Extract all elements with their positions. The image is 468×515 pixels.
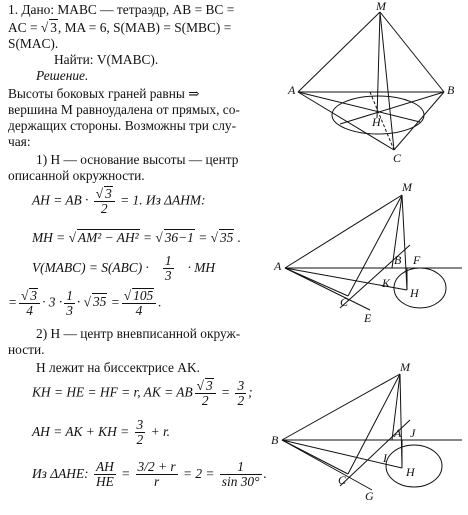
para-line-3: держащих стороны. Возможны три слу- <box>8 118 237 133</box>
label-c: C <box>340 295 349 309</box>
label-b: B <box>394 253 402 267</box>
para-line-1: Высоты боковых граней равны ⇒ <box>8 86 200 101</box>
label-f: F <box>413 253 421 267</box>
formula-ah: AH = AB · $\frac{√ 3}{2}$ = 1. Из ΔAHM: <box>32 186 206 217</box>
label-a: A <box>288 83 296 97</box>
figure-3-excircle <box>268 362 468 512</box>
para-line-2: вершина M равноудалена от прямых, со- <box>8 102 240 117</box>
line-mh <box>402 195 407 290</box>
para-line-4: чая: <box>8 134 31 149</box>
case1-line-1: 1) H — основание высоты — центр <box>36 152 239 167</box>
label-e: E <box>364 311 372 325</box>
formula-volume: V(MABC) = S(ABC) · $\frac{1}{3}$ · MH <box>32 253 216 284</box>
edge-mh <box>377 12 380 118</box>
label-a: A <box>274 259 282 273</box>
line-ae <box>285 268 370 310</box>
median-1 <box>298 92 420 122</box>
label-k: K <box>382 276 391 290</box>
bisector-line: H лежит на биссектрисе AK. <box>36 360 200 375</box>
formula-ahe: Из ΔAHE: $\frac{AH}{HE}$ = $\frac{3/2 + r}{r}$ = 2 = $\frac{1}{\sin 30^\circ}$ . <box>32 459 267 490</box>
formula-result: = $\frac{√ 3}{4}$ · 3 · $\frac{1}{3}$ · √ 35 = $\frac{√ 105}{4}$ . <box>8 287 162 319</box>
edge-mb <box>380 12 444 92</box>
edge-mc <box>380 12 394 150</box>
figure-2-excircle <box>272 178 467 328</box>
figure-1-tetrahedron <box>288 0 458 165</box>
line-ma <box>285 195 402 268</box>
label-m: M <box>400 360 410 374</box>
label-h: H <box>410 286 419 300</box>
label-b: B <box>271 433 279 447</box>
label-g: G <box>365 489 374 503</box>
excircle-2 <box>394 268 446 308</box>
case2-line-2: ности. <box>8 342 45 357</box>
label-m: M <box>402 180 412 194</box>
formula-kh: KH = HE = HF = r, AK = AB $\frac{√ 3}{2}$ = $\frac{3}{2}$ ; <box>32 377 253 409</box>
line-bg <box>282 440 372 490</box>
given-line-2: AC = √ 3, MA = 6, S(MAB) = S(MBC) = <box>8 20 232 35</box>
solution-heading: Решение. <box>36 68 89 83</box>
label-h: H <box>372 115 381 129</box>
label-h: H <box>406 465 415 479</box>
label-i: I <box>383 451 387 465</box>
label-b: B <box>447 83 455 97</box>
label-m: M <box>376 0 386 13</box>
formula-ah2: AH = AK + KH = $\frac{3}{2}$ + r. <box>32 417 171 448</box>
formula-mh: MH = √ AM² − AH² = √ 36−1 = √ 35 . <box>32 230 242 245</box>
edge-ma <box>298 12 380 92</box>
label-c: C <box>338 473 347 487</box>
label-c: C <box>393 151 402 165</box>
given-line-1: 1. Дано: MABC — тетраэдр, AB = BC = <box>8 2 235 17</box>
find-line: Найти: V(MABC). <box>54 52 159 67</box>
label-a: A <box>394 426 402 440</box>
label-j: J <box>410 426 416 440</box>
case2-line-1: 2) H — центр вневписанной окруж- <box>36 326 241 341</box>
given-line-3: S(MAC). <box>8 36 59 51</box>
edge-bc <box>394 92 444 150</box>
case1-line-2: описанной окружности. <box>8 168 145 183</box>
